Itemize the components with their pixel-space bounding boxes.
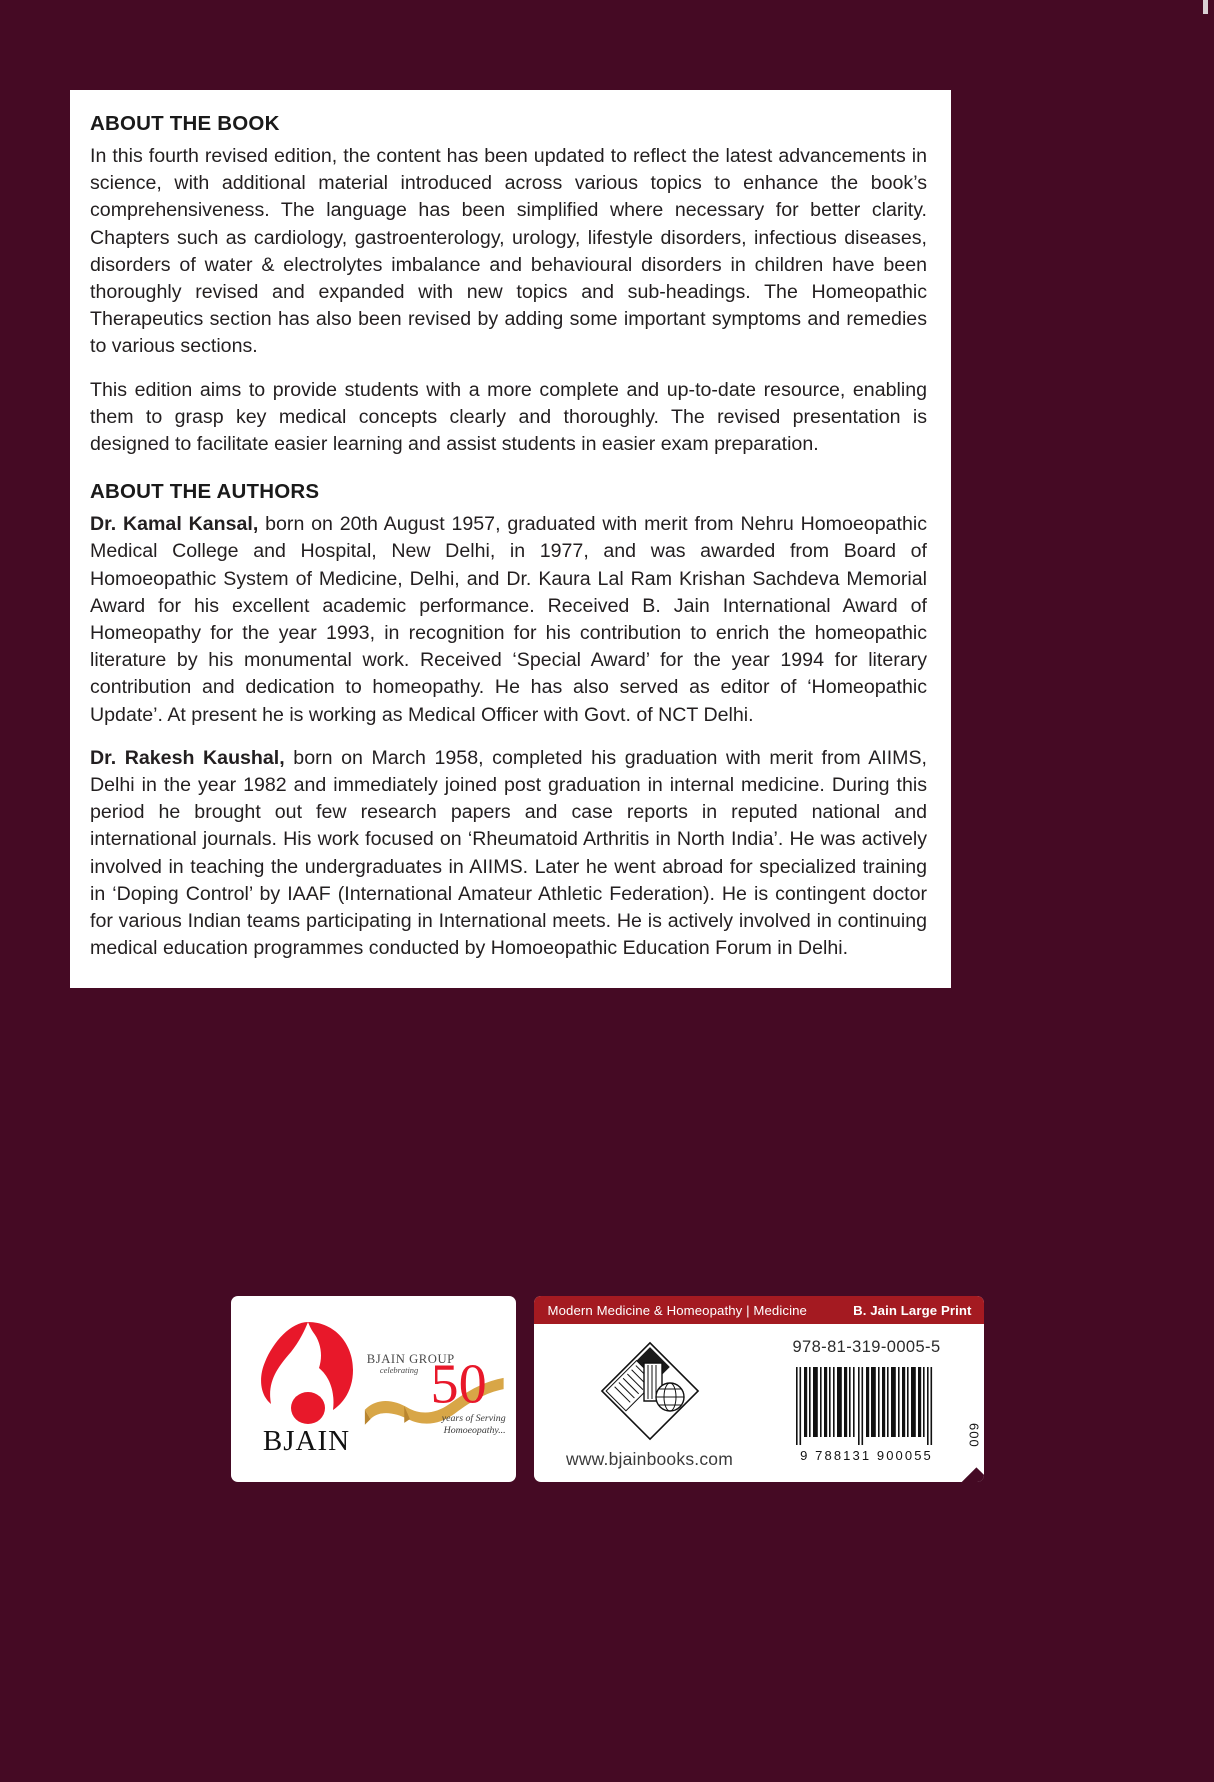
cover-footer-strip xyxy=(0,1296,1214,1496)
publisher-logo-card xyxy=(231,1296,516,1482)
author-name-rakesh-kaushal: Dr. Rakesh Kaushal, xyxy=(90,746,285,769)
back-cover-text-panel xyxy=(70,90,951,988)
author-bio-text-rakesh-kaushal: born on March 1958, completed his graduation with merit from AIIMS, Delhi in the year 1982 and immediately joined post graduation in internal medicine. During this period he brought out few research papers and case reports in reputed national and international journals. His work focused on ‘Rheumatoid Arthritis in North India’. He was actively involved in teaching the undergraduates in AIIMS. Later he went abroad for specialized training in ‘Doping Control’ by IAAF (International Amateur Athletic Federation). He is contingent doctor for various Indian teams participating in International meets. He is actively involved in continuing medical education programmes conducted by Homoeopathic Education Forum in Delhi. xyxy=(90,746,927,960)
barcode-column xyxy=(766,1324,984,1482)
price-code: 600 xyxy=(966,1423,982,1448)
website-column xyxy=(534,1324,766,1482)
ean13-barcode-icon xyxy=(792,1365,942,1447)
imprint-label: B. Jain Large Print xyxy=(853,1302,972,1318)
about-book-paragraph-2: This edition aims to provide students with a more complete and up-to-date resource, enabling them to grasp key medical concepts clearly and thoroughly. The revised presentation is designed to facilitate easier learning and assist students in easier exam preparation. xyxy=(90,378,927,456)
author-bio-rakesh-kaushal xyxy=(90,745,927,963)
category-banner xyxy=(534,1296,984,1324)
ean-digits: 9 788131 900055 xyxy=(800,1448,933,1463)
about-the-book-heading: ABOUT THE BOOK xyxy=(90,112,280,135)
cover-corner-mark xyxy=(1203,0,1208,14)
bjain-logo xyxy=(253,1314,361,1464)
anniversary-tagline-line-1: years of Serving xyxy=(441,1413,506,1424)
author-bio-kamal-kansal xyxy=(90,511,927,729)
isbn-number: 978-81-319-0005-5 xyxy=(792,1338,941,1356)
bjain-wordmark: BJAIN xyxy=(262,1425,351,1457)
barcode xyxy=(766,1365,968,1463)
about-the-authors-heading: ABOUT THE AUTHORS xyxy=(90,480,320,504)
anniversary-50-years-emblem xyxy=(363,1341,513,1441)
anniversary-number: 50 xyxy=(430,1353,487,1416)
isbn-barcode-card xyxy=(534,1296,984,1482)
website-url[interactable]: www.bjainbooks.com xyxy=(565,1448,733,1469)
anniversary-celebrating-line: celebrating xyxy=(379,1365,418,1376)
author-name-kamal-kansal: Dr. Kamal Kansal, xyxy=(90,513,259,536)
anniversary-group-line: BJAIN GROUP xyxy=(366,1351,455,1366)
isbn-card-body xyxy=(534,1324,984,1482)
author-bio-text-kamal-kansal: born on 20th August 1957, graduated with merit from Nehru Homoeopathic Medical College and Hospital, New Delhi, in 1977, and was awarded from Board of Homoeopathic System of Medicine, Delhi, and Dr. Kaura Lal Ram Krishan Sachdeva Memorial Award for his excellent academic performance. Received B. Jain International Award of Homeopathy for the year 1993, in recognition for his contribution to enrich the homeopathic literature by his monumental work. Received ‘Special Award’ for the year 1994 for literary contribution and dedication to homeopathy. He has also served as editor of ‘Homeopathic Update’. At present he is working as Medical Officer with Govt. of NCT Delhi. xyxy=(90,513,927,726)
about-book-paragraph-1: In this fourth revised edition, the content has been updated to reflect the latest advancements in science, with additional material introduced across various topics to enhance the book’s comprehensiveness. The language has been simplified where necessary for better clarity. Chapters such as cardiology, gastroenterology, urology, lifestyle disorders, infectious diseases, disorders of water & electrolytes imbalance and behavioural disorders in children have been thoroughly revised and expanded with new topics and sub-headings. The Homeopathic Therapeutics section has also been revised by adding some important symptoms and remedies to various sections. xyxy=(90,145,927,358)
bjain-teardrop-logo-icon xyxy=(261,1320,355,1428)
bjainbooks-diamond-icon xyxy=(600,1341,700,1441)
anniversary-tagline-line-2: Homoeopathy... xyxy=(443,1425,506,1437)
category-label: Modern Medicine & Homeopathy | Medicine xyxy=(547,1302,807,1318)
